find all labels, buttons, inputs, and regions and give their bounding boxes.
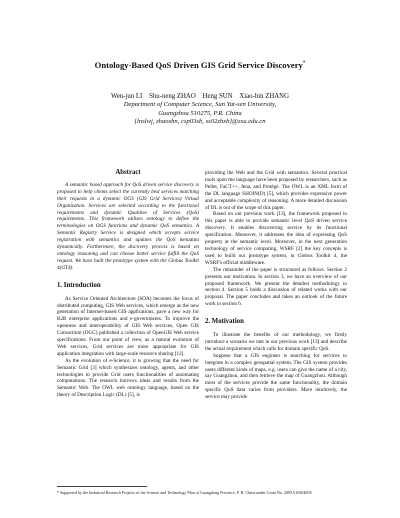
section-2-heading: 2. Motivation <box>205 318 244 326</box>
section-1-heading: 1. Introduction <box>57 281 101 289</box>
author-names: Wen-jun LI Shu-neng ZHAO Heng SUN Xiao-bin ZHANG <box>110 93 290 100</box>
author-emails: {lnslwj, zhaoshn, csp03sh, ss02zhxb}@zsu.edu.cn <box>134 118 266 126</box>
abstract-section <box>57 170 199 272</box>
abstract-text: A semantic based approach for QoS driven service discovery is proposed to help clients select the currently best services matching their requests in a dynamic OGS (GIS Grid Services) Virtual Organization. Services are selected according to the functional requirements and dynamic Qualities of Services (QoS) requirements. This framework utilizes ontology to define the terminologies on OGS functions and dynamic QoS semantics. A Semantic Registry Service is designed which accepts service registration with semantics and updates the QoS metadata dynamically. Furthermore, the discovery process is based on ontology reasoning and can choose better service fulfill the QoS request. We have built the prototype system with the Globus Toolkit 4(GT4). <box>57 181 199 271</box>
title-text: Ontology-Based QoS Driven GIS Grid Service Discovery <box>94 60 303 70</box>
affiliation-line-2: Guangzhou 510275, P.R. China <box>158 109 242 117</box>
left-column <box>57 170 199 399</box>
right-column <box>205 170 347 401</box>
section-1-paragraph-2: As the evolution of e-Science, it is growing that the need for Semantic Grid [3] which synthesizes ontology, agents, and other technologies to provide Grid users functionalities of automating computations. The research burrows ideas and results from the Semantic Web. The OWL web ontology language, based on the theory of Description Logic (DL) [5], is <box>57 357 199 399</box>
section-1-paragraph-5: The remainder of the paper is structured as follows. Section 2 presents our motivation. In section 3, we have an overview of our proposed framework. We present the detailed methodology in section 4. Section 5 holds a discussion of related works with our proposal. The paper concludes and takes an outlook of the future work in section 6. <box>205 266 347 308</box>
footnote-rule <box>57 486 147 487</box>
section-2-paragraph-1: To illustrate the benefits of our methodology, we firstly introduce a scenario we met in our previous work [13] and describe the actual requirement which calls for domain specific QoS. <box>205 332 347 352</box>
section-1-paragraph-1: As Service Oriented Architecture (SOA) becomes the focus of distributed computing, GIS Web services, which emerge as the new generation of Internet-based GIS applications, pave a new way for B2B enterprise applications and e-governments. To improve the openness and interoperability of GIS Web services, Open GIS Consortium (OGC) published a collection of OpenGIS Web service specifications. From our point of view, as a natural evolution of Web services, Grid services are more appropriate for GIS application integration with large-scale resource sharing [12]. <box>57 295 199 357</box>
affiliation-line-1: Department of Computer Science, Sun Yat-sen University, <box>123 101 277 109</box>
section-1-paragraph-3: providing the Web and the Grid with semantics. Several practical tools upon the language have been proposed by researchers, such as Pellet, FaCT++, Jena, and Protégé. The OWL is an XML form of the DL language SHOIN(D) [5], which provides expressive power and acceptable complexity of reasoning. A more detailed discussion of DL is out of the scope of this paper. <box>205 170 347 211</box>
title-footnote-mark: * <box>302 61 306 67</box>
section-1-paragraph-4: Based on our previous work [13], the framework proposed in this paper is able to provide semantic level QoS driven service discovery. It enables discovering service by its functional specification. Moreover, it addresses the idea of expressing QoS property at the semantic level. Moreover, in the next generation technology of service computing, WSRF [2] the key concepts is used to build our prototype system, in Globus Toolkit 4, the WSRF's official middleware. <box>205 211 347 266</box>
section-2-paragraph-2: Suppose that a GIS engineer is searching for services to integrate in a complex geospatial system. The GIS system provides users different kinds of maps, e.g. users can give the name of a city, say Guangzhou, and then retrieve the map of Guangzhou. Although most of the services provide the same functionality, the domain specific QoS data varies from providers. More intuitively, the service may provide <box>205 352 347 401</box>
abstract-heading: Abstract <box>115 169 141 176</box>
author-block <box>0 93 400 127</box>
footnote: * Supported by the Industrial Research Projects of the Science and Technology Plan of Guangdong Province, P. R. China under Grant No. 2005A10304003. <box>57 490 313 495</box>
paper-title <box>0 60 400 70</box>
